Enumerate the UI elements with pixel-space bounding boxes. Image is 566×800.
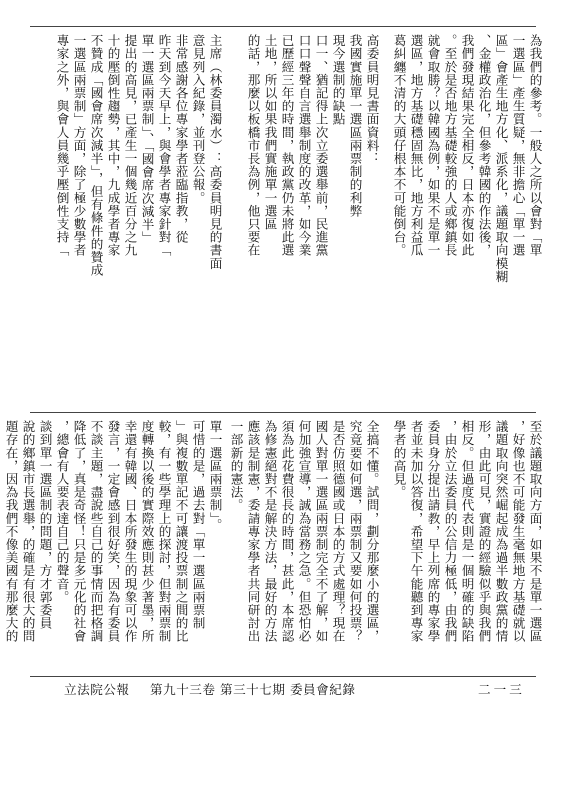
text-column: 題存在，因為我們不像美國有那麼大的 [3, 420, 19, 643]
text-column: 說的鄉鎮市長選舉，的確是有很大的問 [20, 420, 36, 643]
issue-info: 第九十三卷 第三十七期 委員會紀錄 [150, 682, 356, 697]
text-column: 不談主題，盡說些自己的事情而把格調 [88, 420, 104, 643]
text-column: 土地，所以如果我們實施單一選區 [262, 34, 278, 231]
text-column: ，總會有人要表達自己的聲音。 [54, 420, 70, 604]
top-rule [30, 26, 536, 27]
text-column: 我國實施單一選區兩票制的利弊 [347, 34, 363, 218]
text-column: 」與複數單記不可讓渡投票制之間的比 [173, 420, 189, 643]
text-column: 、金權政治化，但參考韓國的作法後， [476, 34, 492, 257]
text-column: 一選區」產生質疑，無非擔心「單一選 [510, 34, 526, 257]
text-column: 單一選區兩票制」。 [207, 420, 223, 532]
text-column: 意見列入紀錄，並刊登公報。 [190, 34, 206, 205]
text-column: 。至於是否地方基礎較強的人或鄉鎮長 [442, 34, 458, 257]
journal-title: 立法院公報 [64, 682, 130, 697]
text-column: 較，有一些學理上的探討，但對兩票制 [156, 420, 172, 643]
text-column: 昨天到今天早上，與會學者專家針對「 [156, 34, 172, 257]
mid-rule [30, 412, 536, 413]
text-column: 十的壓倒性趨勢，其中，九成學者專家 [105, 34, 121, 257]
text-column: 高委員明見書面資料： [364, 34, 380, 165]
text-column: 區」會產生地方化、派系化，議題取向模糊 [493, 34, 509, 283]
text-column: 單一選區兩票制」、「國會席次減半」 [139, 34, 155, 245]
text-column: 一選區兩票制」方面，除了極少數學者 [71, 34, 87, 257]
text-column: 須為此花費很長的時間，甚此，本席認 [279, 420, 295, 643]
text-column: 究竟要如何選，兩票制又要如何投票？ [347, 420, 363, 643]
text-column: 者並未加以答復，希望下午能聽到專家 [408, 420, 424, 643]
text-column: 現今選制的缺點 [330, 34, 346, 126]
text-column: 可惜的是，過去對「單一選區兩票制 [190, 420, 206, 630]
text-column: 國人對單一選區兩票制完全不了解，如 [313, 420, 329, 643]
text-column: 我們發現結果完全相反，日本亦復如此 [459, 34, 475, 257]
text-column: 議題取向突然崛起成為過半數政黨的情 [493, 420, 509, 643]
text-column: 一部新的憲法。 [228, 420, 244, 512]
text-column: 就會取勝？以韓國為例，如果不是單一 [425, 34, 441, 257]
text-column: 選區，地方基礎穩固無比，地方利益瓜 [408, 34, 424, 257]
text-column: 主席（林委員濁水）：高委員明見的書面 [207, 34, 223, 270]
text-column: 何加強宣導，誠為當務之急。但恐怕必 [296, 420, 312, 643]
text-column: 學者的高見。 [391, 420, 407, 499]
bottom-rule [30, 676, 536, 677]
text-column: 是否仿照德國或日本的方式處理？現在 [330, 420, 346, 643]
text-column: 全搞不懂。試問，劃分那麼小的選區， [364, 420, 380, 643]
text-column: 發言，一定會感到很好笑，因為有委員 [105, 420, 121, 643]
text-column: 的話，那麼以板橋市長為例，他只要在 [245, 34, 261, 257]
text-column: 為我們的參考。一般人之所以會對「單 [527, 34, 543, 257]
text-column: ，好像也不可能發生毫無地方基礎就以 [510, 420, 526, 643]
text-column: 口口聲聲自言選舉制度的改革，如今業 [296, 34, 312, 257]
text-column: 為修憲絕對不是解決方法，最好的方法 [262, 420, 278, 643]
text-column: ，由於立法委員的公信力極低，由我們 [442, 420, 458, 643]
text-column: 形，由此可見，實證的經驗似乎與我們 [476, 420, 492, 643]
text-column: 談到單一選區制的問題，方才郭委員 [37, 420, 53, 630]
text-column: 應該是制憲，委請專家學者共同研討出 [245, 420, 261, 643]
text-column: 不贊成「國會席次減半」，但有條件的贊成 [88, 34, 104, 277]
text-column: 葛糾纏不清的大頭仔根本不可能倒台。 [391, 34, 407, 257]
text-column: 委員身分提出請教，早上列席的專家學 [425, 420, 441, 643]
text-column: 度轉換以後的實際效應則甚少著墨，所 [139, 420, 155, 643]
text-column: 非常感謝各位專家學者蒞臨指教，從 [173, 34, 189, 244]
text-column: 專家之外，與會人員幾乎壓倒性支持「 [54, 34, 70, 257]
text-column: 相反。但過度代表則是一個明確的缺陷 [459, 420, 475, 643]
text-column: 口一、猶記得上次立委選舉前，民進黨 [313, 34, 329, 257]
page-number: 二一三 [478, 682, 525, 697]
text-column: 提出的高見，已產生一個幾近百分之九 [122, 34, 138, 257]
text-column: 至於議題取向方面，如果不是單一選區 [527, 420, 543, 643]
text-column: 幸還有韓國、日本所發生的現象可以作 [122, 420, 138, 643]
text-column: 降低了，真是奇怪！只是多元化的社會 [71, 420, 87, 643]
text-column: 已歷經三年的時間，執政黨仍未將此選 [279, 34, 295, 257]
